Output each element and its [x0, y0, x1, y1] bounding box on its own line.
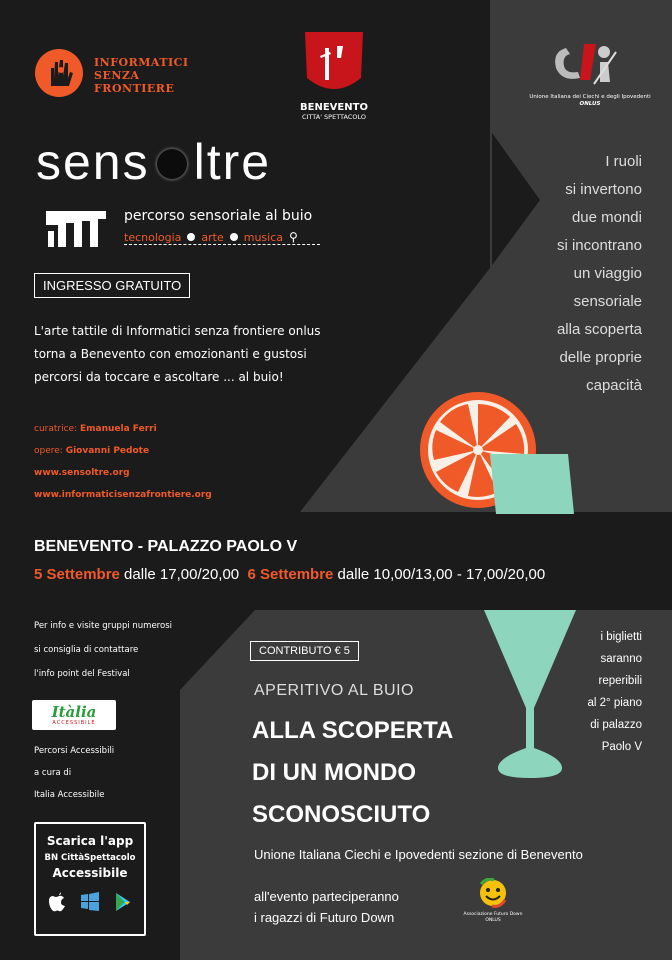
info-line: l'info point del Festival: [34, 669, 130, 679]
poem-line: due mondi: [571, 209, 642, 226]
benevento-sub: CITTA' SPETTACOLO: [301, 113, 367, 121]
ifs-line3: FRONTIERE: [94, 82, 175, 95]
time2: dalle 10,00/13,00 - 17,00/20,00: [337, 566, 546, 583]
title-line: DI UN MONDO: [252, 759, 416, 786]
app-line1: Scarica l'app: [46, 834, 134, 848]
intro-text: [34, 320, 394, 389]
apple-icon[interactable]: [48, 892, 66, 912]
futuro-down-logo: [458, 878, 528, 924]
app-line3: Accessibile: [52, 866, 128, 880]
benevento-name: BENEVENTO: [300, 102, 368, 113]
date2: 6 Settembre: [247, 566, 334, 583]
tickets-line: saranno: [600, 653, 642, 665]
poem-line: sensoriale: [573, 293, 642, 310]
store-icons: [36, 892, 144, 912]
poem-line: delle proprie: [559, 349, 642, 366]
futuro-line: all'evento parteciperanno: [254, 889, 399, 904]
tickets-line: reperibili: [598, 675, 642, 687]
cocktail-glass-icon: [476, 608, 584, 796]
title-line: SCONOSCIUTO: [252, 801, 431, 828]
intro-line: percorsi da toccare e ascoltare ... al buio!: [34, 370, 284, 384]
poem-line: si invertono: [565, 181, 642, 198]
time1: dalle 17,00/20,00: [124, 566, 240, 583]
italia-line: a cura di: [34, 768, 72, 778]
ifs-logo: [34, 48, 84, 102]
italia-accessibile-logo: [32, 700, 116, 730]
hand-key-icon: [34, 48, 84, 98]
website-ifs-link[interactable]: www.informaticisenzafrontiere.org: [34, 490, 212, 500]
ifs-name: [94, 56, 189, 95]
title-line: ALLA SCOPERTA: [252, 717, 454, 744]
app-line2: BN CittàSpettacolo: [44, 853, 136, 863]
orange-and-glass-illustration: [410, 382, 590, 514]
sensoltre-wordmark: [36, 133, 271, 191]
location-pin-icon: ⚲: [289, 230, 298, 244]
info-line: Per info e visite gruppi numerosi: [34, 621, 172, 631]
play-store-icon[interactable]: [114, 892, 132, 912]
subtag-arte: arte: [201, 230, 224, 244]
date1: 5 Settembre: [34, 566, 120, 583]
italia-logo-sub: ACCESSIBILE: [52, 719, 96, 726]
aperitivo-label: APERITIVO AL BUIO: [254, 682, 414, 699]
poem-line: alla scoperta: [556, 321, 642, 338]
intro-line: L'arte tattile di Informatici senza frontiere onlus: [34, 324, 321, 338]
glass-icon: [490, 454, 574, 514]
tickets-line: i biglietti: [600, 631, 642, 643]
brand-name-left: sens: [36, 134, 150, 190]
contributo-badge: CONTRIBUTO € 5: [250, 641, 359, 661]
dot-icon: [187, 233, 195, 241]
brand-subtags: [124, 230, 320, 245]
dot-icon: [230, 233, 238, 241]
main-title: [252, 710, 453, 836]
ifs-line1: INFORMATICI: [94, 56, 189, 69]
credits: [34, 418, 212, 506]
opere-label: opere:: [34, 446, 63, 456]
futuro-line: i ragazzi di Futuro Down: [254, 910, 395, 925]
poem-line: I ruoli: [605, 153, 642, 170]
tickets-line: di palazzo: [590, 719, 642, 731]
eclipse-icon: [151, 139, 193, 185]
italia-line: Italia Accessibile: [34, 790, 105, 800]
website-sensoltre-link[interactable]: www.sensoltre.org: [34, 468, 130, 478]
poem-text: [557, 148, 642, 400]
subtag-tecnologia: tecnologia: [124, 230, 182, 244]
windows-icon[interactable]: [80, 892, 100, 912]
curatrice-label: curatrice:: [34, 424, 78, 434]
brand-tagline: percorso sensoriale al buio: [124, 208, 313, 224]
event-place: BENEVENTO - PALAZZO PAOLO V: [34, 538, 298, 555]
uici-section-line: Unione Italiana Ciechi e Ipovedenti sezione di Benevento: [254, 847, 583, 862]
poem-line: si incontrano: [556, 237, 642, 254]
uici-logo: [546, 38, 626, 94]
futuro-logo-line2: ONLUS: [485, 918, 501, 923]
tactile-hands-icon: [44, 207, 110, 253]
info-line: si consiglia di contattare: [34, 645, 139, 655]
uici-line1: Unione Italiana dei Ciechi e degli Ipovedenti: [529, 94, 651, 100]
subtag-musica: musica: [243, 230, 284, 244]
uici-logo-icon: [546, 38, 626, 90]
futuro-down-text: [254, 886, 399, 928]
info-text: [34, 614, 172, 686]
italia-text: [34, 740, 114, 806]
event-dates: [34, 566, 545, 583]
italia-logo-text: Itàlia: [51, 702, 97, 721]
tickets-line: al 2° piano: [587, 697, 642, 709]
mask-icon: [295, 28, 373, 98]
poem-line: capacità: [586, 377, 642, 394]
poem-line: un viaggio: [573, 265, 642, 282]
tickets-line: Paolo V: [601, 741, 642, 753]
ifs-line2: SENZA: [94, 69, 140, 82]
smiley-icon: [478, 878, 508, 908]
italia-line: Percorsi Accessibili: [34, 746, 115, 756]
benevento-logo: [295, 28, 373, 121]
opere-name: Giovanni Pedote: [65, 446, 150, 456]
uici-line2: ONLUS: [579, 101, 601, 107]
brand-name-right: ltre: [193, 134, 272, 190]
futuro-logo-line1: Associazione Futuro Down: [463, 912, 523, 917]
uici-caption: [528, 94, 652, 108]
ingresso-gratuito-badge: INGRESSO GRATUITO: [34, 273, 190, 298]
intro-line: torna a Benevento con emozionanti e gustosi: [34, 347, 307, 361]
tickets-info: [588, 626, 642, 758]
app-download-box[interactable]: [34, 822, 146, 936]
curatrice-name: Emanuela Ferri: [80, 424, 157, 434]
